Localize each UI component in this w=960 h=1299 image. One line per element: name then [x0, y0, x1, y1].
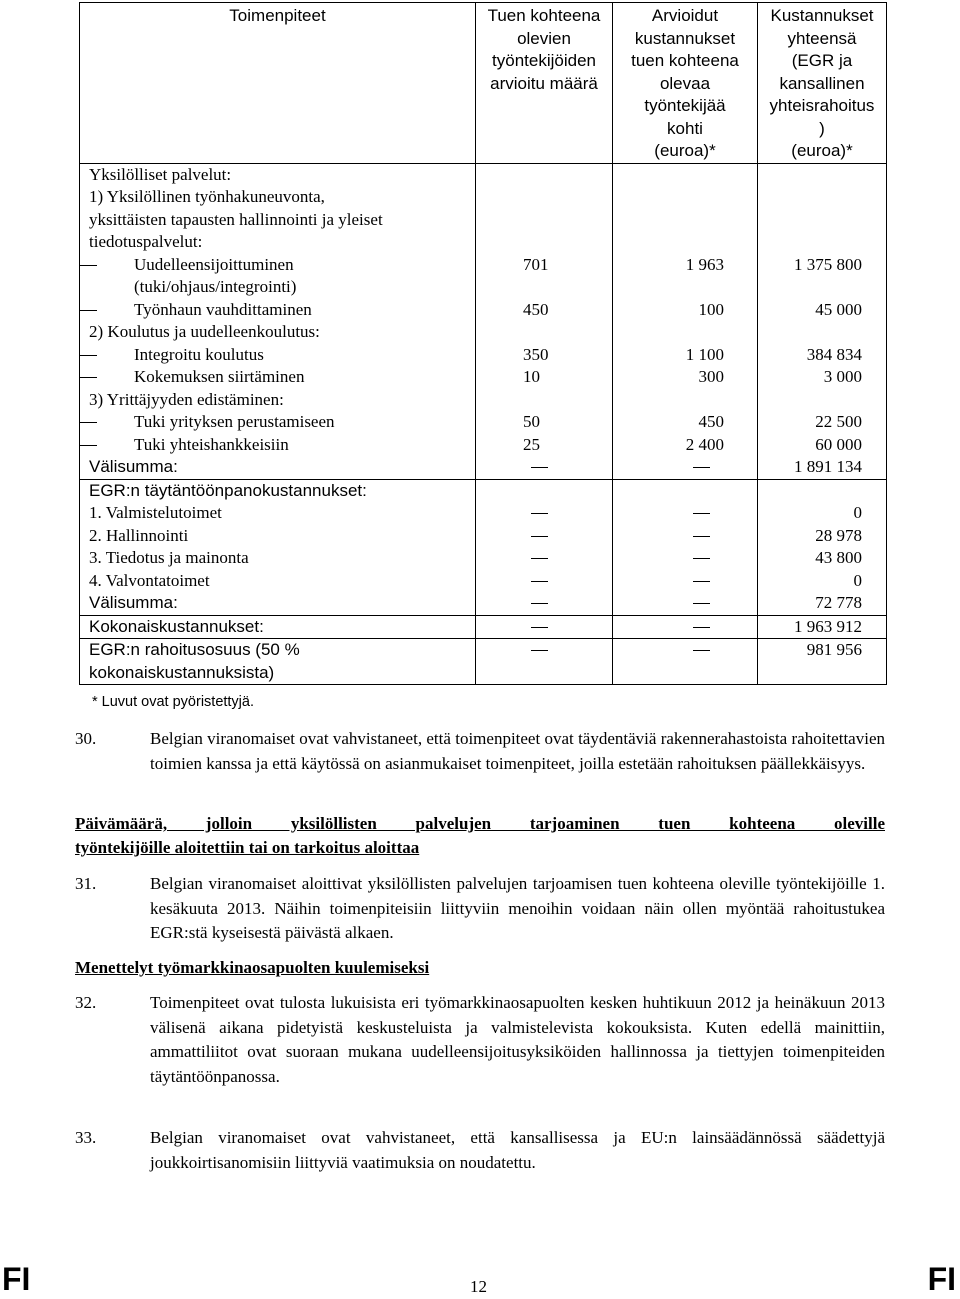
implementation-measures-cell: EGR:n täytäntöönpanokustannukset: 1. Valmistelutoimet 2. Hallinnointi 3. Tiedotus ja mainonta 4. Valvontatoimet Välisumma: [80, 479, 476, 615]
list-item: Tuki yrityksen perustamiseen [80, 411, 475, 434]
heading-start-date-line1: Päivämäärä, jolloin yksilöllisten palvelujen tarjoaminen tuen kohteena oleville [75, 814, 885, 833]
dash-mark [476, 547, 612, 570]
dash-mark [476, 570, 612, 593]
dash-mark [613, 525, 757, 548]
table-row-implementation-costs: EGR:n täytäntöönpanokustannukset: 1. Valmistelutoimet 2. Hallinnointi 3. Tiedotus ja mainonta 4. Valvontatoimet Välisumma: 0 28 978 43 800 0 72 778 [80, 479, 887, 615]
measures-cell: Yksilölliset palvelut: 1) Yksilöllinen työnhakuneuvonta, yksittäisten tapausten hallinnointi ja yleiset tiedotuspalvelut: Uudelleensijoittuminen (tuki/ohjaus/integrointi) Työnhaun vauhdittaminen 2) Koulutus ja uudelleenkoulutus: Integroitu koulutus Kokemuksen siirtäminen 3) Yrittäjyyden edistäminen: Tuki yrityksen perustamiseen Tuki yhteishankkeisiin Välisumma: [80, 163, 476, 479]
footer-language-left: FI [2, 1261, 31, 1297]
dash-mark [476, 592, 612, 615]
dash-mark [613, 502, 757, 525]
heading-consultation: Menettelyt työmarkkinaosapuolten kuulemiseksi [75, 958, 430, 977]
dash-mark [476, 502, 612, 525]
header-total-cost: Kustannukset yhteensä (EGR ja kansallinen yhteisrahoitus ) (euroa)* [758, 3, 887, 164]
dash-mark [613, 639, 757, 662]
list-item: Työnhaun vauhdittaminen [80, 299, 475, 322]
dash-mark [476, 456, 612, 479]
heading-start-date-line2: työntekijöille aloitettiin tai on tarkoitus aloittaa [75, 838, 420, 857]
unit-cost-cell: 1 963 100 1 100 300 450 2 400 [613, 163, 758, 479]
table-row-egr-share: EGR:n rahoitusosuus (50 % kokonaiskustannuksista) 981 956 [80, 639, 887, 685]
dash-mark [613, 547, 757, 570]
list-item: Tuki yhteishankkeisiin [80, 434, 475, 457]
header-worker-count: Tuen kohteena olevien työntekijöiden arvioitu määrä [476, 3, 613, 164]
dash-mark [613, 570, 757, 593]
page-number: 12 [470, 1277, 487, 1296]
list-item: Integroitu koulutus [80, 344, 475, 367]
paragraph-32: 32. Toimenpiteet ovat tulosta lukuisista eri työmarkkinaosapuolten kesken huhtikuun 2012 ja heinäkuun 2013 välisenä aikana pidetyistä keskusteluista ja valmistelevista kokouksista. Kuten edellä mainittiin, ammattiliitot ovat suoraan mukana uudelleensijoitusyksiköiden hallinnossa ja tiettyjen toimenpiteiden täytäntöönpanossa. [75, 993, 885, 1086]
footer-language-right: FI [927, 1261, 956, 1297]
dash-mark [613, 456, 757, 479]
dash-mark [476, 525, 612, 548]
paragraph-31: 31. Belgian viranomaiset aloittivat yksilöllisten palvelujen tarjoamisen tuen kohteena oleville työntekijöille 1. kesäkuuta 2013. Näihin toimenpiteisiin liittyviin menoihin voidaan näin ollen myöntää rahoitustukea EGR:stä kyseisestä päivästä alkaen. [75, 874, 885, 942]
list-item: Kokemuksen siirtäminen [80, 366, 475, 389]
dash-mark [613, 616, 757, 639]
header-unit-cost: Arvioidut kustannukset tuen kohteena olevaa työntekijää kohti (euroa)* [613, 3, 758, 164]
list-item: Uudelleensijoittuminen [80, 254, 475, 277]
dash-mark [476, 639, 612, 662]
paragraph-33: 33. Belgian viranomaiset ovat vahvistaneet, että kansallisessa ja EU:n lainsäädännössä säädettyjä joukkoirtisanomisiin liittyviä vaatimuksia on noudatettu. [75, 1128, 885, 1172]
paragraph-30: 30. Belgian viranomaiset ovat vahvistaneet, että toimenpiteet ovat täydentäviä rakennerahastoista rahoitettavien toimien kanssa ja että käytössä on asianmukaiset toimenpiteet, joilla estetään rahoituksen päällekkäisyys. [75, 729, 885, 773]
table-row-total: Kokonaiskustannukset: 1 963 912 [80, 615, 887, 639]
table-header-row [80, 3, 887, 164]
dash-mark [613, 592, 757, 615]
worker-count-cell: 701 450 350 10 50 25 [476, 163, 613, 479]
cost-table [79, 2, 887, 685]
dash-mark [476, 616, 612, 639]
table-row-individual-services [80, 163, 887, 479]
total-cost-cell: 1 375 800 45 000 384 834 3 000 22 500 60 000 1 891 134 [758, 163, 887, 479]
footnote: * Luvut ovat pyöristettyjä. [92, 694, 254, 710]
header-measures: Toimenpiteet [80, 3, 476, 164]
